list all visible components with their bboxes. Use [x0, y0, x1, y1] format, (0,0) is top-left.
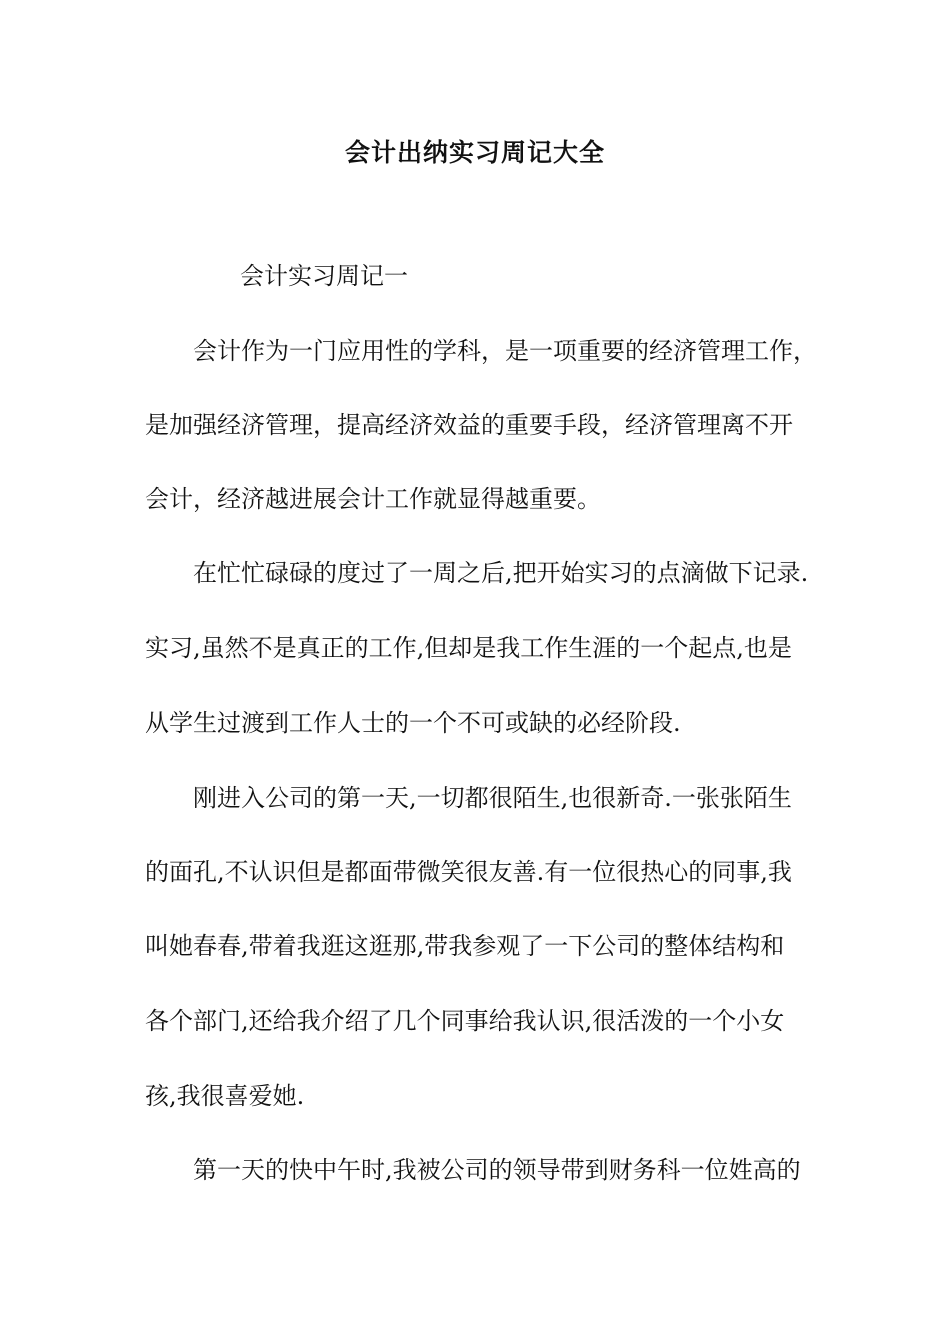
- paragraph-line: 实习,虽然不是真正的工作,但却是我工作生涯的一个起点,也是: [145, 634, 792, 662]
- paragraph-line: 刚进入公司的第一天,一切都很陌生,也很新奇.一张张陌生: [193, 784, 792, 812]
- paragraph-line: 第一天的快中午时,我被公司的领导带到财务科一位姓高的: [193, 1156, 801, 1184]
- paragraph-line: 的面孔,不认识但是都面带微笑很友善.有一位很热心的同事,我: [145, 858, 792, 886]
- paragraph-line: 各个部门,还给我介绍了几个同事给我认识,很活泼的一个小女: [145, 1007, 785, 1035]
- paragraph-line: 在忙忙碌碌的度过了一周之后,把开始实习的点滴做下记录.: [193, 559, 809, 587]
- paragraph-line: 是加强经济管理，提高经济效益的重要手段，经济管理离不开: [145, 411, 793, 439]
- paragraph-line: 叫她春春,带着我逛这逛那,带我参观了一下公司的整体结构和: [145, 932, 785, 960]
- paragraph-line: 孩,我很喜爱她.: [145, 1082, 305, 1110]
- section-heading: 会计实习周记一: [240, 262, 408, 290]
- paragraph-line: 会计，经济越进展会计工作就显得越重要。: [145, 485, 601, 513]
- paragraph-line: 会计作为一门应用性的学科，是一项重要的经济管理工作，: [193, 337, 817, 365]
- paragraph-line: 从学生过渡到工作人士的一个不可或缺的必经阶段.: [145, 709, 681, 737]
- document-title: 会计出纳实习周记大全: [344, 138, 605, 167]
